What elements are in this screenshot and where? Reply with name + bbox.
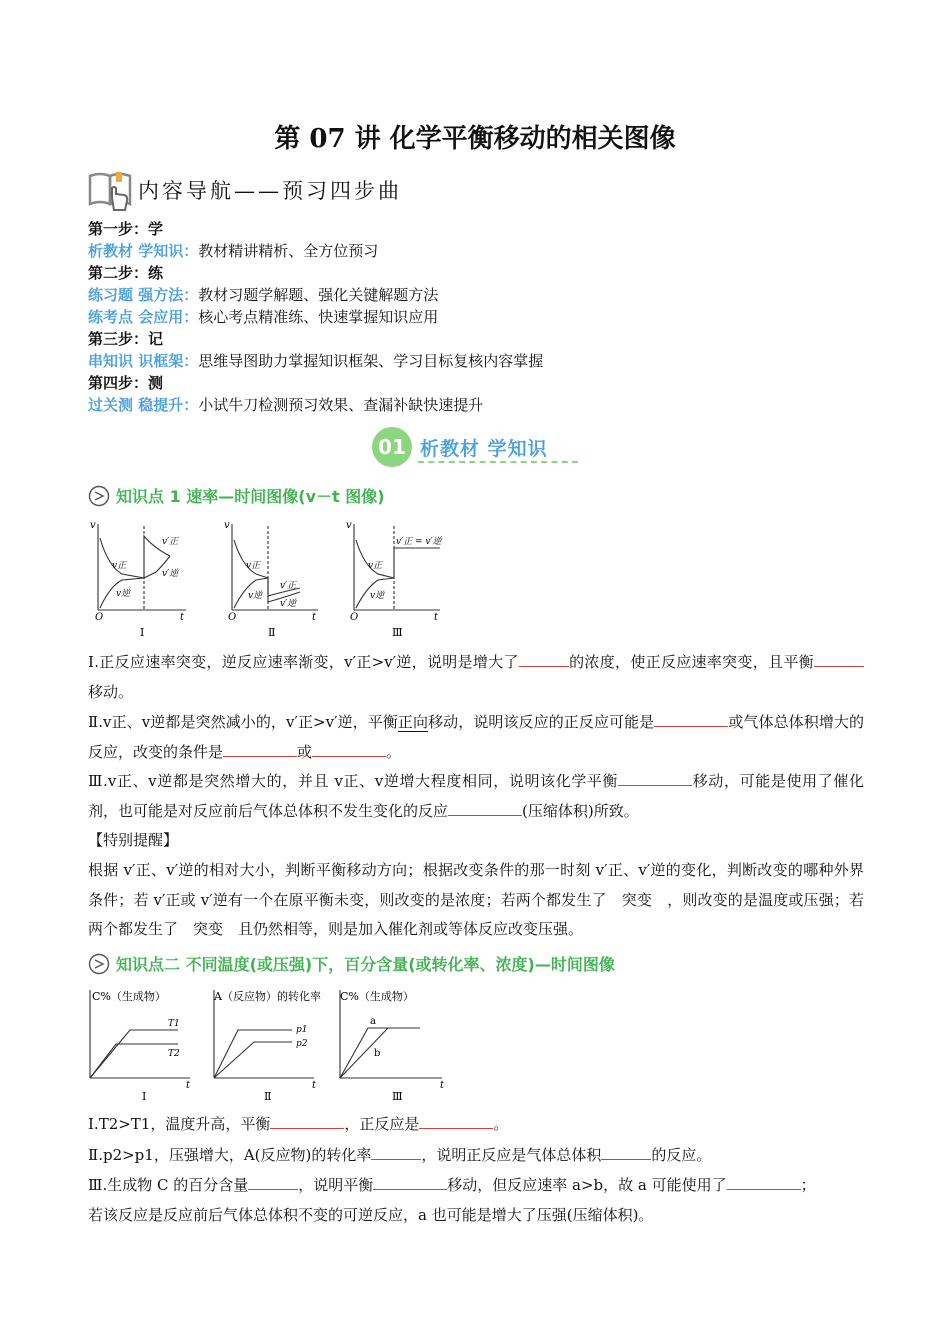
vt2-t: t [312, 612, 317, 623]
pt2-p1: p1 [296, 1025, 308, 1035]
vt1-vz2: v′正 [162, 537, 179, 547]
blank[interactable] [419, 1114, 493, 1129]
pt2-p2: p2 [296, 1039, 308, 1049]
step-3: 第三步：记 [88, 330, 164, 348]
blank[interactable] [654, 712, 728, 727]
blank[interactable] [448, 801, 522, 816]
kp2-paragraph-1: Ⅰ.T2>T1，温度升高，平衡 ，正反应是 。 [88, 1115, 509, 1133]
vt2-v: v [224, 520, 230, 531]
pt2-caption: Ⅱ [264, 1090, 272, 1103]
pt3-ylabel: C%（生成物） [340, 990, 414, 1003]
vt2-caption: Ⅱ [268, 626, 276, 639]
vt3-vn: v逆 [370, 591, 385, 601]
pt3-b: b [374, 1048, 381, 1059]
step-item: 练考点 会应用：核心考点精准练、快速掌握知识应用 [88, 308, 439, 326]
step-1: 第一步：学 [88, 220, 164, 238]
vt2-vz2: v′正 [280, 581, 297, 591]
vt1-vn2: v′逆 [162, 569, 179, 579]
vt-graph-2 [232, 524, 318, 610]
section-number: 01 [372, 427, 412, 467]
kp1-paragraph-3: Ⅲ.v正、v逆都是突然增大的，并且 v正、v逆增大程度相同，说明该化学平衡 移动，可能是使用了催化剂，也可能是对反应前后气体总体积不发生变化的反应 (压缩体积)所致。 [88, 772, 864, 820]
blank[interactable] [519, 652, 569, 667]
blank[interactable] [223, 742, 297, 757]
vt2-vz: v正 [246, 561, 261, 571]
step-4: 第四步：测 [88, 374, 164, 392]
blank[interactable] [601, 1145, 651, 1160]
step-item: 练习题 强方法：教材习题学解题、强化关键解题方法 [88, 286, 439, 304]
kp1-paragraph-2: Ⅱ.v正、v逆都是突然减小的，v′正>v′逆，平衡正向移动，说明该反应的正反应可能是 或气体总体积增大的反应，改变的条件是 或 。 [88, 713, 864, 761]
pt-graph-3 [340, 990, 442, 1078]
arrow-circle-icon [88, 485, 110, 507]
blank[interactable] [312, 742, 386, 757]
vt2-O: O [228, 612, 237, 623]
vt2-vn2: v′逆 [280, 599, 297, 609]
pt1-T1: T1 [168, 1019, 180, 1029]
vt2-vn: v逆 [248, 591, 263, 601]
kp2-paragraph-2: Ⅱ.p2>p1，压强增大，A(反应物)的转化率 ，说明正反应是气体总体积 的反应。 [88, 1146, 712, 1164]
vt3-vz: v正 [368, 561, 383, 571]
vt-figure [86, 516, 456, 644]
pt1-T2: T2 [168, 1049, 180, 1059]
tip-title: 【特别提醒】 [88, 831, 179, 849]
blank[interactable] [618, 771, 692, 786]
nav-header [86, 168, 402, 212]
vt1-caption: Ⅰ [140, 626, 145, 639]
tip-text: 根据 v′正、v′逆的相对大小，判断平衡移动方向；根据改变条件的那一时刻 v′正、v′逆的变化，判断改变的哪种外界条件；若 v′正或 v′逆有一个在原平衡未变，则改变的是浓度；若两个都发生了 突变 ，则改变的是温度或压强；若两个都发生了 突变 且仍然相等，则是加入催化剂或等体反应改变压强。 [88, 861, 864, 938]
arrow-circle-icon [88, 953, 110, 975]
nav-heading: 内容导航——预习四步曲 [138, 179, 402, 203]
vt1-t: t [180, 612, 185, 623]
section-underline [418, 461, 578, 463]
step-item: 过关测 稳提升：小试牛刀检测预习效果、查漏补缺快速提升 [88, 396, 484, 414]
kp2-heading: 知识点二 不同温度(或压强)下，百分含量(或转化率、浓度)—时间图像 [88, 952, 615, 975]
blank[interactable] [373, 1175, 447, 1190]
step-item: 串知识 识框架：思维导图助力掌握知识框架、学习目标复核内容掌握 [88, 352, 544, 370]
pt1-t: t [186, 1080, 191, 1091]
step-item: 析教材 学知识：教材精讲精析、全方位预习 [88, 242, 379, 260]
page-title: 第 07 讲 化学平衡移动的相关图像 [274, 124, 676, 154]
vt3-v: v [346, 520, 352, 531]
pt-graph-1 [90, 990, 190, 1078]
vt1-vn: v逆 [116, 589, 131, 599]
vt3-eq: v′正 = v′逆 [396, 537, 442, 547]
section-label: 析教材 学知识 [420, 437, 548, 460]
kp2-paragraph-3: Ⅲ.生成物 C 的百分含量 ，说明平衡 移动，但反应速率 a>b，故 a 可能使用了 ； 若该反应是反应前后气体总体积不变的可逆反应，a 也可能是增大了压强(压缩体积)。 [88, 1176, 816, 1224]
book-hand-icon [86, 168, 134, 212]
blank[interactable] [727, 1175, 801, 1190]
pt3-caption: Ⅲ [392, 1090, 403, 1103]
vt3-t: t [434, 612, 439, 623]
pt2-t: t [312, 1080, 317, 1091]
step-2: 第二步：练 [88, 264, 164, 282]
blank[interactable] [371, 1145, 421, 1160]
pt3-a: a [370, 1016, 376, 1027]
pt2-ylabel: A（反应物）的转化率 [214, 990, 321, 1003]
blank[interactable] [248, 1175, 298, 1190]
step-list [88, 218, 543, 416]
blank[interactable] [814, 652, 864, 667]
vt1-O: O [95, 612, 104, 623]
vt1-v: v [90, 520, 96, 531]
blank[interactable] [270, 1114, 344, 1129]
vt1-vz: v正 [112, 561, 127, 571]
pt1-ylabel: C%（生成物） [92, 990, 166, 1003]
pt1-caption: Ⅰ [142, 1090, 147, 1103]
pt3-t: t [440, 1080, 445, 1091]
vt3-caption: Ⅲ [392, 626, 403, 639]
kp1-heading: 知识点 1 速率—时间图像(v－t 图像) [88, 484, 385, 507]
kp1-paragraph-1: Ⅰ.正反应速率突变，逆反应速率渐变，v′正>v′逆，说明是增大了 的浓度，使正反应速率突变，且平衡移动。 [88, 648, 864, 707]
percent-time-figure [86, 986, 456, 1104]
vt3-O: O [350, 612, 359, 623]
